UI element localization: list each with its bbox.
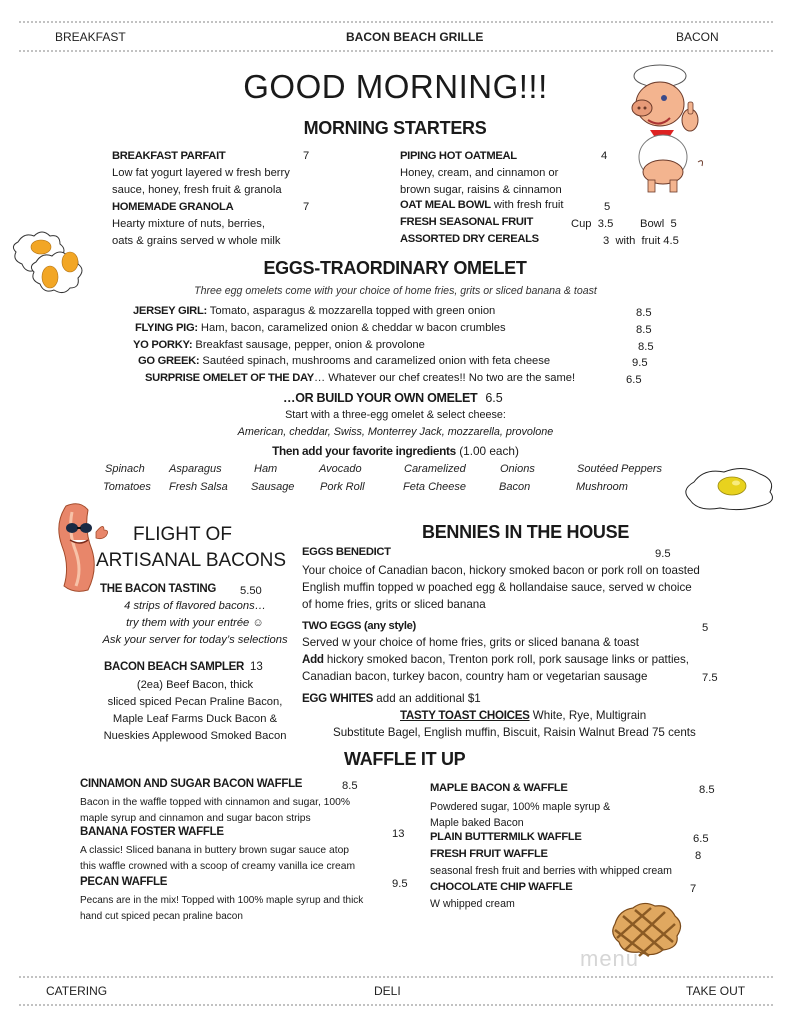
item-name: BACON BEACH SAMPLER xyxy=(104,661,244,673)
desc-line: (2ea) Beef Bacon, thick xyxy=(136,679,254,691)
bottom-bar-right: TAKE OUT xyxy=(686,984,746,998)
item-name: GO GREEK: xyxy=(138,355,200,367)
toast-options: White, Rye, Multigrain xyxy=(529,709,647,722)
item-price-bowl: Bowl 5 xyxy=(640,218,677,230)
eggs-benedict-desc xyxy=(302,562,742,613)
section-title-bacons-line2: ARTISANAL BACONS xyxy=(96,550,287,571)
waffle-item-name: CINNAMON AND SUGAR BACON WAFFLE xyxy=(80,778,303,790)
waffle-item-desc: W whipped cream xyxy=(430,898,515,910)
bacon-tasting-name: THE BACON TASTING xyxy=(100,583,217,595)
waffle-item-price: 13 xyxy=(392,828,405,840)
add-desc: hickory smoked bacon, Trenton pork roll, pork sausage links or patties, xyxy=(323,653,690,666)
eggs-benedict-price: 9.5 xyxy=(655,548,671,560)
waffle-item-price: 8 xyxy=(695,850,702,862)
menu-item-oat-meal-bowl xyxy=(400,199,564,211)
bottom-bar-center: DELI xyxy=(374,984,401,998)
eggs-benedict-name: EGGS BENEDICT xyxy=(302,546,391,558)
item-desc: Tomato, asparagus & mozzarella topped with green onion xyxy=(206,305,496,317)
two-eggs-name: TWO EGGS (any style) xyxy=(302,620,416,632)
build-omelet-line1: Start with a three-egg omelet & select cheese: xyxy=(285,409,506,421)
item-price: 4 xyxy=(601,150,608,162)
watermark: menu xyxy=(580,946,640,971)
add-ingredients-line xyxy=(0,444,791,458)
item-price: 5 xyxy=(604,201,611,213)
ingredient: Fresh Salsa xyxy=(169,481,228,493)
item-price: 7 xyxy=(303,201,310,213)
bottom-dotted-border-lower xyxy=(18,1003,773,1007)
desc-line: this waffle crowned with a scoop of creamy vanilla ice cream xyxy=(80,861,356,872)
item-desc: Ham, bacon, caramelized onion & cheddar w bacon crumbles xyxy=(197,322,506,334)
desc-line: Ask your server for today’s selections xyxy=(102,634,288,646)
add-label: Add xyxy=(302,653,324,666)
desc-line: 4 strips of flavored bacons… xyxy=(124,600,266,612)
build-your-own-omelet xyxy=(283,391,503,405)
toast-choices xyxy=(400,709,646,722)
bacon-tasting-desc xyxy=(70,598,320,649)
item-name: PIPING HOT OATMEAL xyxy=(400,150,517,162)
bottom-bar-left: CATERING xyxy=(46,984,108,998)
bacon-tasting-price: 5.50 xyxy=(240,585,262,597)
waffle-item-price: 9.5 xyxy=(392,878,408,890)
top-bar-left: BREAKFAST xyxy=(55,30,126,44)
two-eggs-add-line2: Canadian bacon, turkey bacon, country ham or vegetarian sausage xyxy=(302,670,648,683)
menu-item-homemade-granola xyxy=(112,199,322,250)
waffle-item-price: 7 xyxy=(690,883,697,895)
toast-title: TASTY TOAST CHOICES xyxy=(400,709,530,722)
ingredient: Sausage xyxy=(251,481,295,493)
toast-substitute: Substitute Bagel, English muffin, Biscuit, Raisin Walnut Bread 75 cents xyxy=(333,726,696,739)
section-title-morning-starters: MORNING STARTERS xyxy=(303,118,487,138)
item-desc: Low fat yogurt layered w fresh berry xyxy=(112,167,290,179)
two-eggs-add-line1 xyxy=(302,653,689,666)
desc-line: sliced spiced Pecan Praline Bacon, xyxy=(107,696,283,708)
item-name: JERSEY GIRL: xyxy=(133,305,207,317)
ingredient: Pork Roll xyxy=(320,481,365,493)
desc-line: A classic! Sliced banana in buttery brown sugar sauce atop xyxy=(80,845,350,856)
item-desc: Hearty mixture of nuts, berries, xyxy=(112,218,265,230)
menu-item-breakfast-parfait xyxy=(112,148,322,199)
waffle-item-desc xyxy=(80,893,363,925)
ingredient: Asparagus xyxy=(169,463,222,475)
desc-line: hand cut spiced pecan praline bacon xyxy=(80,911,243,922)
restaurant-name: BACON BEACH GRILLE xyxy=(346,30,484,44)
ingredient: Ham xyxy=(254,463,278,475)
item-desc: … Whatever our chef creates!! No two are the same! xyxy=(313,372,576,384)
ingredient: Soutéed Peppers xyxy=(577,463,663,475)
fried-egg-icon xyxy=(682,462,782,517)
two-eggs-desc: Served w your choice of home fries, grits or sliced banana & toast xyxy=(302,636,640,649)
item-name: YO PORKY: xyxy=(133,339,193,351)
desc-line: Powdered sugar, 100% maple syrup & xyxy=(430,801,611,813)
item-desc: sauce, honey, fresh fruit & granola xyxy=(112,184,282,196)
item-price: 3 with fruit 4.5 xyxy=(603,235,679,247)
desc-line: Pecans are in the mix! Topped with 100% maple syrup and thick xyxy=(80,895,364,906)
omelet-item-yo-porky xyxy=(133,339,425,351)
desc-line: try them with your entrée ☺ xyxy=(126,617,264,629)
desc-line: Maple baked Bacon xyxy=(430,817,524,829)
waffle-item-price: 6.5 xyxy=(693,833,709,845)
section-title-omelets: EGGS-TRAORDINARY OMELET xyxy=(263,258,527,278)
desc-line: Maple Leaf Farms Duck Bacon & xyxy=(112,713,278,725)
item-name: …OR BUILD YOUR OWN OMELET xyxy=(283,391,478,405)
item-desc: oats & grains served w whole milk xyxy=(112,235,281,247)
item-price: 9.5 xyxy=(632,357,648,369)
page-headline: GOOD MORNING!!! xyxy=(243,68,548,105)
section-title-waffles: WAFFLE IT UP xyxy=(344,749,466,769)
ingredient: Spinach xyxy=(105,463,145,475)
item-name: FLYING PIG: xyxy=(135,322,198,334)
bottom-dotted-border xyxy=(18,975,773,979)
desc-line: Your choice of Canadian bacon, hickory smoked bacon or pork roll on toasted xyxy=(302,564,700,577)
waffle-item-price: 8.5 xyxy=(699,784,715,796)
item-name: BREAKFAST PARFAIT xyxy=(112,150,226,162)
item-desc: Breakfast sausage, pepper, onion & provolone xyxy=(192,339,425,351)
omelet-item-go-greek xyxy=(138,355,550,367)
item-price: 8.5 xyxy=(638,341,654,353)
two-eggs-add-price: 7.5 xyxy=(702,672,718,684)
waffle-item-name: PECAN WAFFLE xyxy=(80,876,168,888)
add-ingredients-label: Then add your favorite ingredients xyxy=(272,444,456,458)
waffle-item-name: BANANA FOSTER WAFFLE xyxy=(80,826,224,838)
section-title-bennies: BENNIES IN THE HOUSE xyxy=(422,522,630,542)
item-price-cup: Cup 3.5 xyxy=(571,218,614,230)
item-name: HOMEMADE GRANOLA xyxy=(112,201,234,213)
omelet-item-jersey-girl xyxy=(133,305,495,317)
waffle-item-name: PLAIN BUTTERMILK WAFFLE xyxy=(430,831,582,843)
add-ingredients-price: (1.00 each) xyxy=(455,444,519,458)
ingredient: Bacon xyxy=(499,481,531,493)
waffle-item-name: FRESH FRUIT WAFFLE xyxy=(430,848,548,860)
egg-whites xyxy=(302,692,481,705)
bacon-sampler xyxy=(104,661,263,673)
top-bar-right: BACON xyxy=(676,30,719,44)
omelet-item-surprise xyxy=(145,372,575,384)
ingredient: Caramelized xyxy=(404,463,466,475)
item-name: SURPRISE OMELET OF THE DAY xyxy=(145,372,314,384)
ingredient: Avocado xyxy=(319,463,362,475)
waffle-item-price: 8.5 xyxy=(342,780,358,792)
ingredient: Tomatoes xyxy=(103,481,151,493)
waffle-item-desc xyxy=(80,795,350,827)
two-eggs-price: 5 xyxy=(702,622,709,634)
item-desc: add an additional $1 xyxy=(373,692,481,705)
item-desc: Honey, cream, and cinnamon or xyxy=(400,167,559,179)
item-price: 6.5 xyxy=(485,391,503,405)
waffle-item-name: CHOCOLATE CHIP WAFFLE xyxy=(430,881,573,893)
item-price: 13 xyxy=(249,661,263,673)
desc-line: of home fries, grits or sliced banana xyxy=(302,598,486,611)
ingredient: Mushroom xyxy=(576,481,628,493)
menu-item-fresh-seasonal-fruit: FRESH SEASONAL FRUIT xyxy=(400,216,534,228)
waffle-item-name: MAPLE BACON & WAFFLE xyxy=(430,782,568,794)
item-price: 7 xyxy=(303,150,310,162)
desc-line: Bacon in the waffle topped with cinnamon and sugar, 100% xyxy=(80,797,351,808)
waffle-item-desc xyxy=(80,843,355,875)
item-price: 8.5 xyxy=(636,307,652,319)
menu-item-piping-hot-oatmeal xyxy=(400,148,600,199)
item-desc: Sautéed spinach, mushrooms and caramelized onion with feta cheese xyxy=(199,355,551,367)
item-desc: brown sugar, raisins & cinnamon xyxy=(400,184,562,196)
bacon-sampler-desc xyxy=(70,677,320,745)
item-name: EGG WHITES xyxy=(302,692,374,705)
item-price: 6.5 xyxy=(626,374,642,386)
menu-item-assorted-dry-cereals: ASSORTED DRY CEREALS xyxy=(400,233,539,245)
desc-line: Nueskies Applewood Smoked Bacon xyxy=(103,730,287,742)
waffle-item-desc xyxy=(430,799,610,831)
bacon-character-icon xyxy=(48,502,118,592)
top-dotted-border-lower xyxy=(18,49,773,53)
desc-line: English muffin topped w poached egg & hollandaise sauce, served w choice xyxy=(302,581,692,594)
omelet-item-flying-pig xyxy=(135,322,506,334)
item-desc: with fresh fruit xyxy=(490,199,564,211)
waffle-item-desc: seasonal fresh fruit and berries with whipped cream xyxy=(430,865,673,877)
omelets-subtitle: Three egg omelets come with your choice of home fries, grits or sliced banana & toast xyxy=(194,285,597,297)
item-price: 8.5 xyxy=(636,324,652,336)
top-dotted-border xyxy=(18,20,773,24)
section-title-bacons-line1: FLIGHT OF xyxy=(133,524,232,545)
item-name: OAT MEAL BOWL xyxy=(400,199,491,211)
desc-line: maple syrup and cinnamon and sugar bacon strips xyxy=(80,813,311,824)
chef-pig-icon xyxy=(618,62,713,197)
cheese-options: American, cheddar, Swiss, Monterrey Jack, mozzarella, provolone xyxy=(237,426,554,438)
ingredient: Onions xyxy=(500,463,535,475)
ingredient: Feta Cheese xyxy=(403,481,466,493)
